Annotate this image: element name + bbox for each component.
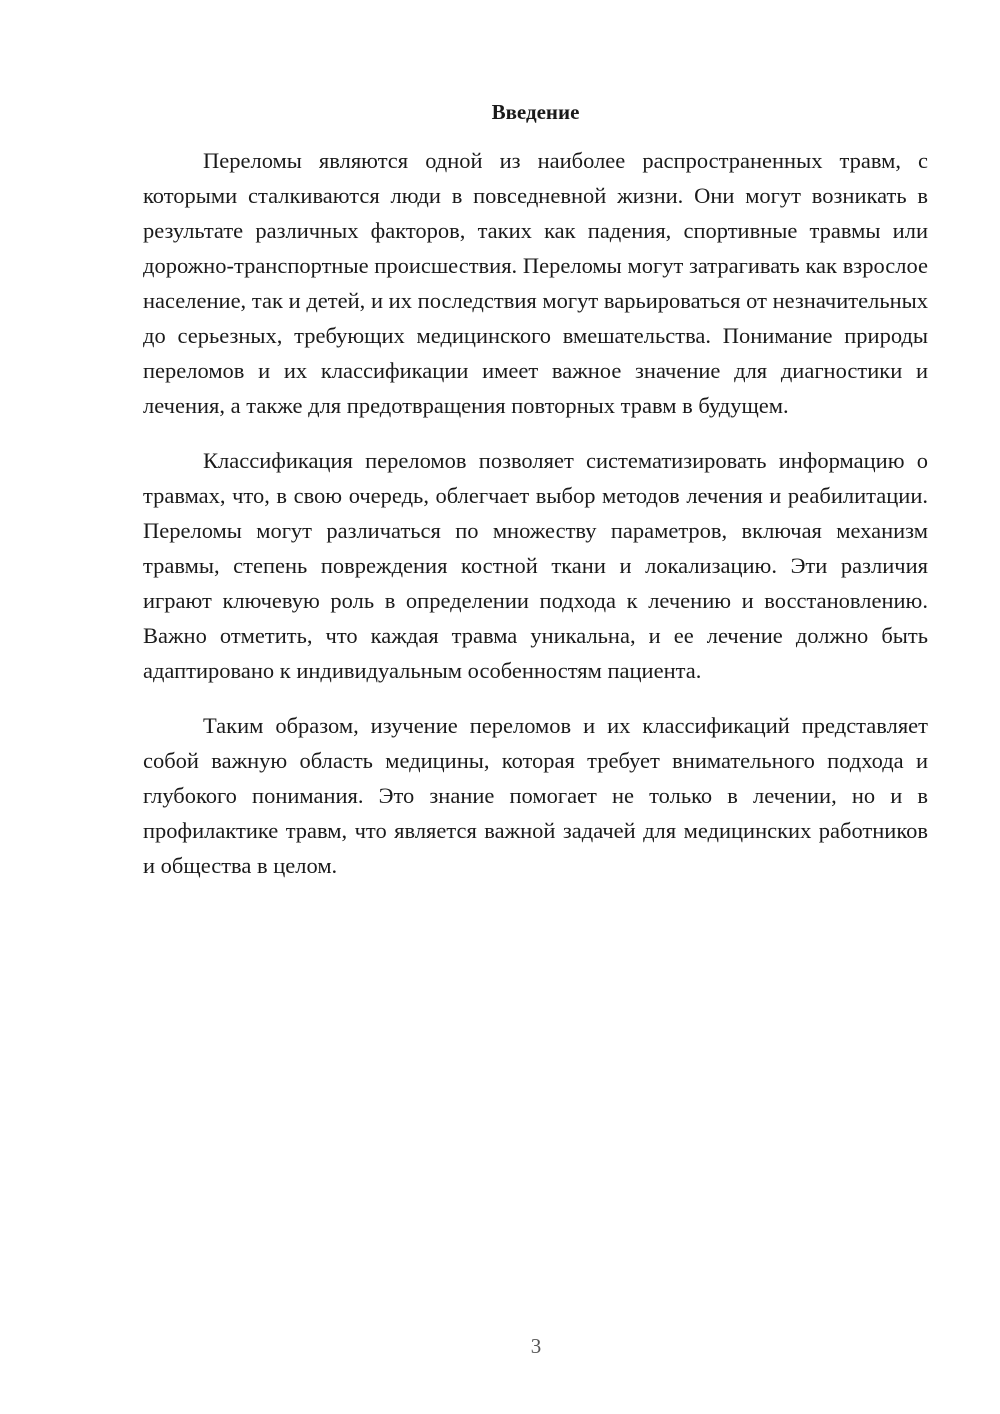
paragraph-2: Классификация переломов позволяет систематизировать информацию о травмах, что, в свою очередь, облегчает выбор методов лечения и реабилитации. Переломы могут различаться по множеству параметров, включая механизм травмы, степень повреждения костной ткани и локализацию. Эти различия играют ключевую роль в определении подхода к лечению и восстановлению. Важно отметить, что каждая травма уникальна, и ее лечение должно быть адаптировано к индивидуальным особенностям пациента.: [143, 448, 928, 683]
section-title: Введение: [491, 100, 580, 124]
paragraph-1: Переломы являются одной из наиболее распространенных травм, с которыми сталкиваются люди в повседневной жизни. Они могут возникать в результате различных факторов, таких как падения, спортивные травмы или дорожно-транспортные происшествия. Переломы могут затрагивать как взрослое население, так и детей, и их последствия могут варьироваться от незначительных до серьезных, требующих медицинского вмешательства. Понимание природы переломов и их классификации имеет важное значение для диагностики и лечения, а также для предотвращения повторных травм в будущем.: [143, 148, 928, 418]
page-number: 3: [530, 1334, 542, 1358]
paragraph-3: Таким образом, изучение переломов и их классификаций представляет собой важную область медицины, которая требует внимательного подхода и глубокого понимания. Это знание помогает не только в лечении, но и в профилактике травм, что является важной задачей для медицинских работников и общества в целом.: [143, 713, 928, 878]
document-body: [143, 143, 928, 903]
